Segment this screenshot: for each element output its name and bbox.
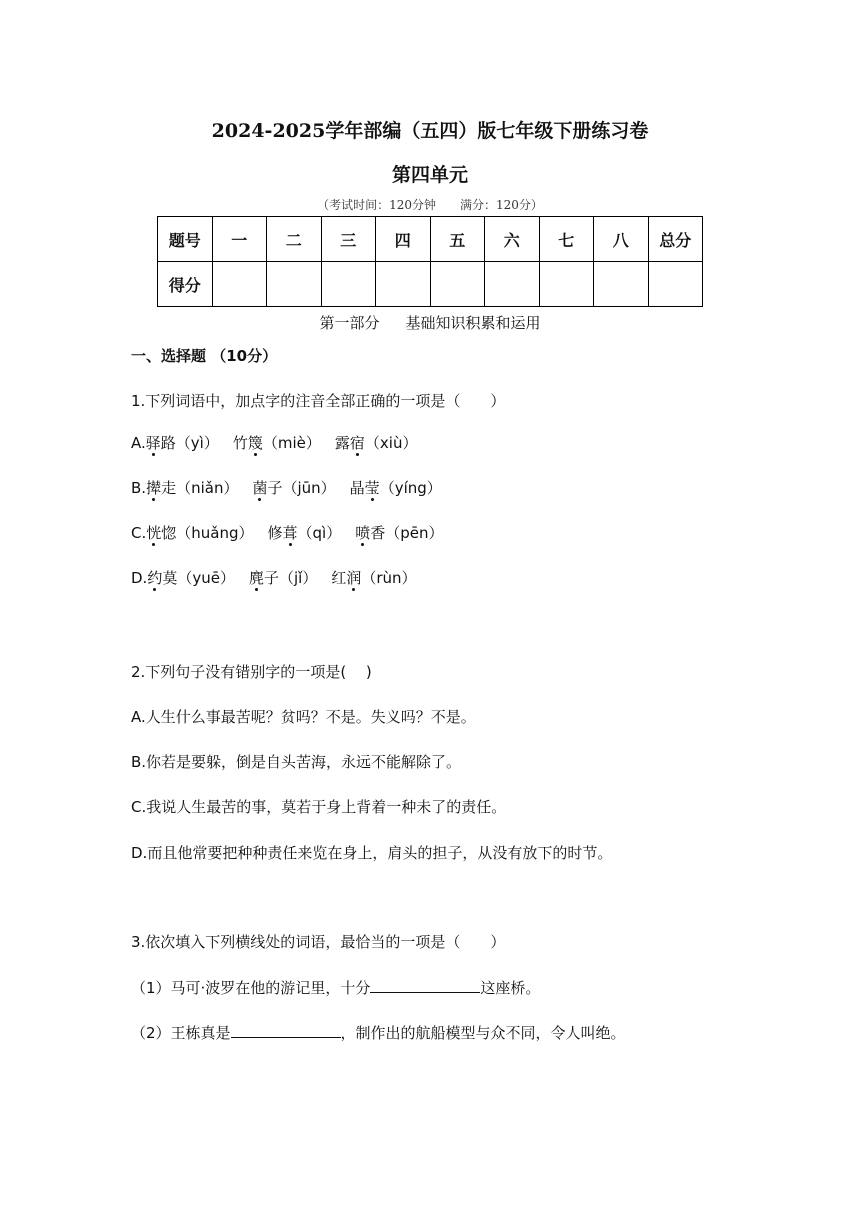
option-item: 撵走（niǎn） [146,479,239,497]
option-prefix: B. [131,479,147,497]
table-cell: 八 [594,217,649,262]
question-1-option-a [131,432,431,453]
option-item: 修葺（qì） [267,524,342,542]
sentence-text: （1）马可·波罗在他的游记里，十分 [131,979,371,997]
question-3-sentence-1 [131,977,540,998]
question-2-option-d: D.而且他常要把种种责任来览在身上，肩头的担子，从没有放下的时节。 [131,844,613,862]
score-cell[interactable] [539,262,594,307]
score-cell[interactable] [648,262,703,307]
score-cell[interactable] [376,262,431,307]
table-cell: 三 [321,217,376,262]
question-1-option-d [131,567,431,588]
option-prefix: C. [131,524,147,542]
option-item: 约莫（yuē） [147,569,235,587]
score-table-header-row [158,217,703,262]
table-cell: 题号 [158,217,213,262]
question-2-option-c: C.我说人生最苦的事，莫若于身上背着一种未了的责任。 [131,798,507,816]
sentence-text: （2）王栋真是 [131,1024,231,1042]
question-2-option-a: A.人生什么事最苦呢？贫吗？不是。失义吗？不是。 [131,708,476,726]
option-item: 红润（rùn） [331,569,417,587]
fill-blank[interactable] [370,978,480,993]
table-cell: 四 [376,217,431,262]
score-cell[interactable] [430,262,485,307]
question-1-option-c [131,522,458,543]
table-cell: 得分 [158,262,213,307]
unit-title: 第四单元 [391,164,468,186]
question-1-stem: 1.下列词语中，加点字的注音全部正确的一项是（ ） [131,392,506,410]
score-cell[interactable] [267,262,322,307]
score-table [157,216,703,307]
part-title: 基础知识积累和运用 [405,314,541,332]
option-prefix: D. [131,569,148,587]
option-item: 晶莹（yíng） [349,479,442,497]
question-3-stem: 3.依次填入下列横线处的词语，最恰当的一项是（ ） [131,933,506,951]
option-item: 恍惚（huǎng） [146,524,254,542]
option-item: 菌子（jūn） [252,479,336,497]
section-heading: 一、选择题 （10分） [131,347,278,365]
option-prefix: A. [131,434,146,452]
question-2-stem: 2.下列句子没有错别字的一项是( ) [131,663,372,681]
option-item: 麂子（jǐ） [248,569,318,587]
option-item: 露宿（xiù） [334,434,418,452]
table-cell: 二 [267,217,322,262]
page-title: 2024-2025学年部编（五四）版七年级下册练习卷 [211,120,649,142]
question-2-option-b: B.你若是要躲，倒是自头苦海，永远不能解除了。 [131,753,462,771]
table-cell: 五 [430,217,485,262]
table-cell: 六 [485,217,540,262]
score-table-score-row [158,262,703,307]
sentence-text: 这座桥。 [480,979,541,997]
option-item: 驿路（yì） [145,434,219,452]
part-name: 第一部分 [319,314,380,332]
question-3-sentence-2 [131,1022,626,1043]
exam-info: （考试时间：120分钟 满分：120分） [317,198,543,212]
question-1-option-b [131,477,456,498]
score-cell[interactable] [212,262,267,307]
fill-blank[interactable] [231,1023,341,1038]
sentence-text: ，制作出的航船模型与众不同，令人叫绝。 [340,1024,626,1042]
table-cell: 一 [212,217,267,262]
score-cell[interactable] [485,262,540,307]
option-item: 喷香（pēn） [355,524,444,542]
part-heading [0,312,860,333]
table-cell: 七 [539,217,594,262]
score-cell[interactable] [594,262,649,307]
score-cell[interactable] [321,262,376,307]
table-cell: 总分 [648,217,703,262]
option-item: 竹篾（miè） [232,434,321,452]
